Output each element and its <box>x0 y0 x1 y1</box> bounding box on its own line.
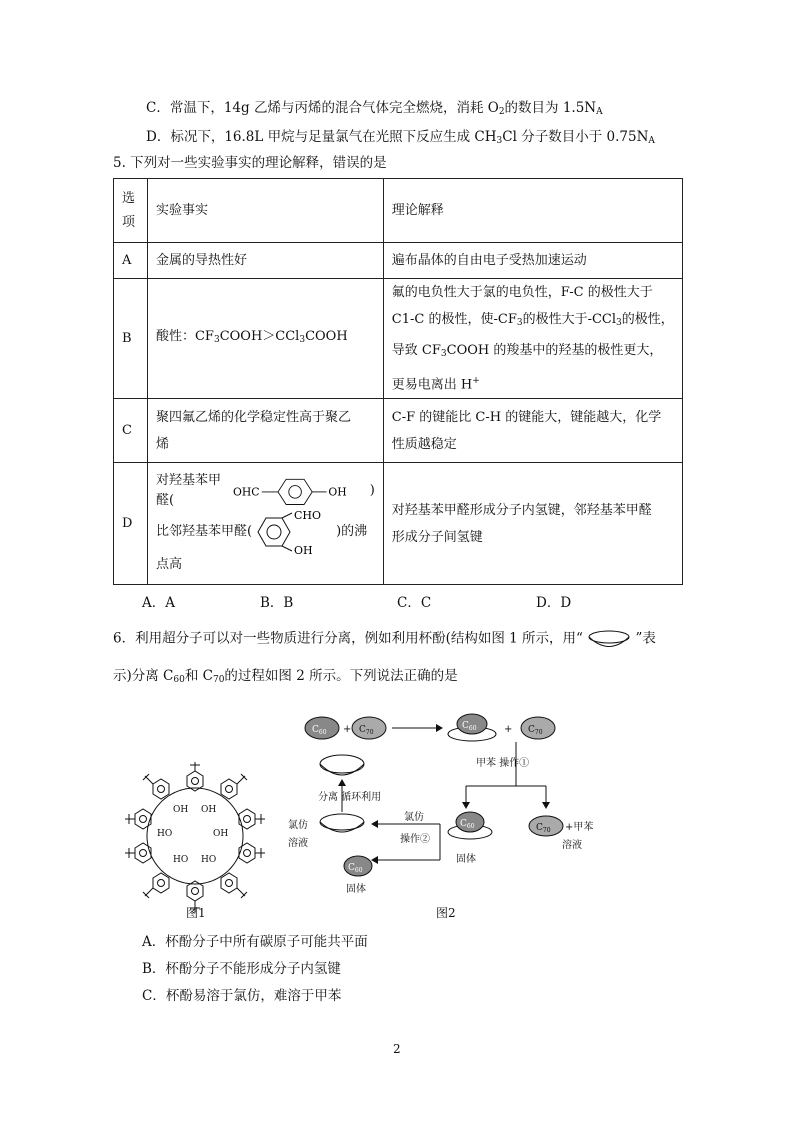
svg-text:C70: $C_{70}$ <box>536 823 551 834</box>
page-number: 2 <box>393 1042 401 1056</box>
table-header-row <box>114 179 683 243</box>
svg-text:+: + <box>343 724 352 735</box>
benzene-ring-icon <box>153 873 169 893</box>
svg-text:溶液: 溶液 <box>288 838 308 849</box>
row-reason: 遍布晶体的自由电子受热加速运动 <box>383 243 682 279</box>
table-row <box>114 463 683 585</box>
svg-text:C60: $C_{60}$ <box>460 819 475 830</box>
q4-option-c: C．常温下，14g 乙烯与丙烯的混合气体完全燃烧，消耗 $O_2$的数目为 $1.5N_A$ <box>146 100 603 117</box>
svg-text:C70: $C_{70}$ <box>528 725 543 736</box>
svg-text:分离 循环利用: 分离 循环利用 <box>318 792 382 803</box>
svg-text:HO: HO <box>201 855 217 865</box>
q5-table <box>113 178 683 585</box>
figure1-calixarene <box>115 760 275 920</box>
row-fact: 聚四氟乙烯的化学稳定性高于聚乙 烯 <box>147 399 383 463</box>
svg-text:OH: OH <box>213 829 229 839</box>
benzene-ring-icon <box>239 843 255 863</box>
benzene-ring-icon <box>135 809 151 829</box>
header-fact: 实验事实 <box>147 179 383 243</box>
svg-text:OH: OH <box>173 805 189 815</box>
q6-stem-line1: 6．利用超分子可以对一些物质进行分离，例如利用杯酚(结构如图 1 所示，用“ ”表 <box>113 628 656 650</box>
svg-text:氯仿: 氯仿 <box>288 820 308 831</box>
benzene-ring-icon <box>221 779 237 799</box>
benzene-ring-icon <box>153 779 169 799</box>
svg-text:溶液: 溶液 <box>562 840 582 851</box>
row-option: C <box>114 399 148 463</box>
table-row <box>114 279 683 399</box>
svg-text:+: + <box>504 724 513 735</box>
header-option: 选 项 <box>114 179 148 243</box>
svg-text:操作②: 操作② <box>400 834 430 845</box>
q5-option-b: B．B <box>260 595 294 611</box>
q6-stem-line2: 示)分离 $C_{60}$和 $C_{70}$的过程如图 2 所示。下列说法正确的是 <box>113 668 458 685</box>
q6-option-c: C．杯酚易溶于氯仿，难溶于甲苯 <box>142 988 342 1004</box>
row-fact: 对羟基苯甲醛( OHC OH ) 比邻羟基苯甲醛( CHO OH )的沸 点高 <box>147 463 383 585</box>
table-row <box>114 243 683 279</box>
table-row <box>114 399 683 463</box>
p-hydroxybenzaldehyde-structure <box>233 476 368 506</box>
svg-text:CHO: CHO <box>294 508 322 522</box>
row-option: D <box>114 463 148 585</box>
svg-text:氯仿: 氯仿 <box>404 812 424 823</box>
row-reason: 对羟基苯甲醛形成分子内氢键，邻羟基苯甲醛 形成分子间氢键 <box>383 463 682 585</box>
calixarene-bowl-icon <box>587 628 631 650</box>
benzene-ring-icon <box>239 809 255 829</box>
benzene-ring-icon <box>135 843 151 863</box>
q4-option-d: D．标况下，16.8L 甲烷与足量氯气在光照下反应生成 $CH_3Cl$ 分子数目小于 $0.75N_A$ <box>146 129 655 146</box>
svg-text:OH: OH <box>328 485 347 499</box>
q5-stem: 5. 下列对一些实验事实的理论解释，错误的是 <box>113 155 387 171</box>
svg-text:C60: $C_{60}$ <box>462 721 477 732</box>
figure2-separation-flow <box>280 700 610 920</box>
row-fact: 酸性：$CF_3COOH>CCl_3COOH$ <box>147 279 383 399</box>
svg-text:固体: 固体 <box>456 854 476 865</box>
svg-text:OH: OH <box>294 543 313 555</box>
row-reason: 氟的电负性大于氯的电负性，F-C 的极性大于 C1-C 的极性，使$-CF_3$的极性大于-CCl$_3$的极性， 导致 $CF_3COOH$ 的羧基中的羟基的极性更大， 更易电离出 H+ <box>383 279 682 399</box>
q5-option-c: C．C <box>397 595 432 611</box>
row-fact: 金属的导热性好 <box>147 243 383 279</box>
svg-text:HO: HO <box>157 829 173 839</box>
figure2-label: 图2 <box>436 906 456 920</box>
q6-option-a: A．杯酚分子中所有碳原子可能共平面 <box>142 934 368 950</box>
q6-option-b: B．杯酚分子不能形成分子内氢键 <box>142 961 341 977</box>
row-option: B <box>114 279 148 399</box>
svg-text:固体: 固体 <box>346 884 366 895</box>
figure1-label: 图1 <box>186 906 206 920</box>
svg-text:OHC: OHC <box>232 485 260 499</box>
row-option: A <box>114 243 148 279</box>
svg-text:HO: HO <box>173 855 189 865</box>
o-hydroxybenzaldehyde-structure <box>252 509 336 555</box>
svg-text:C60: $C_{60}$ <box>348 863 363 874</box>
svg-text:C70: $C_{70}$ <box>359 725 374 736</box>
q5-option-d: D．D <box>536 595 572 611</box>
q5-option-a: A．A <box>142 595 175 611</box>
row-reason: C-F 的键能比 C-H 的键能大，键能越大，化学 性质越稳定 <box>383 399 682 463</box>
svg-text:+甲苯: +甲苯 <box>565 822 594 833</box>
svg-text:OH: OH <box>201 805 217 815</box>
svg-text:甲苯 操作①: 甲苯 操作① <box>476 758 530 769</box>
svg-text:C60: $C_{60}$ <box>312 725 327 736</box>
benzene-ring-icon <box>221 873 237 893</box>
header-reason: 理论解释 <box>383 179 682 243</box>
